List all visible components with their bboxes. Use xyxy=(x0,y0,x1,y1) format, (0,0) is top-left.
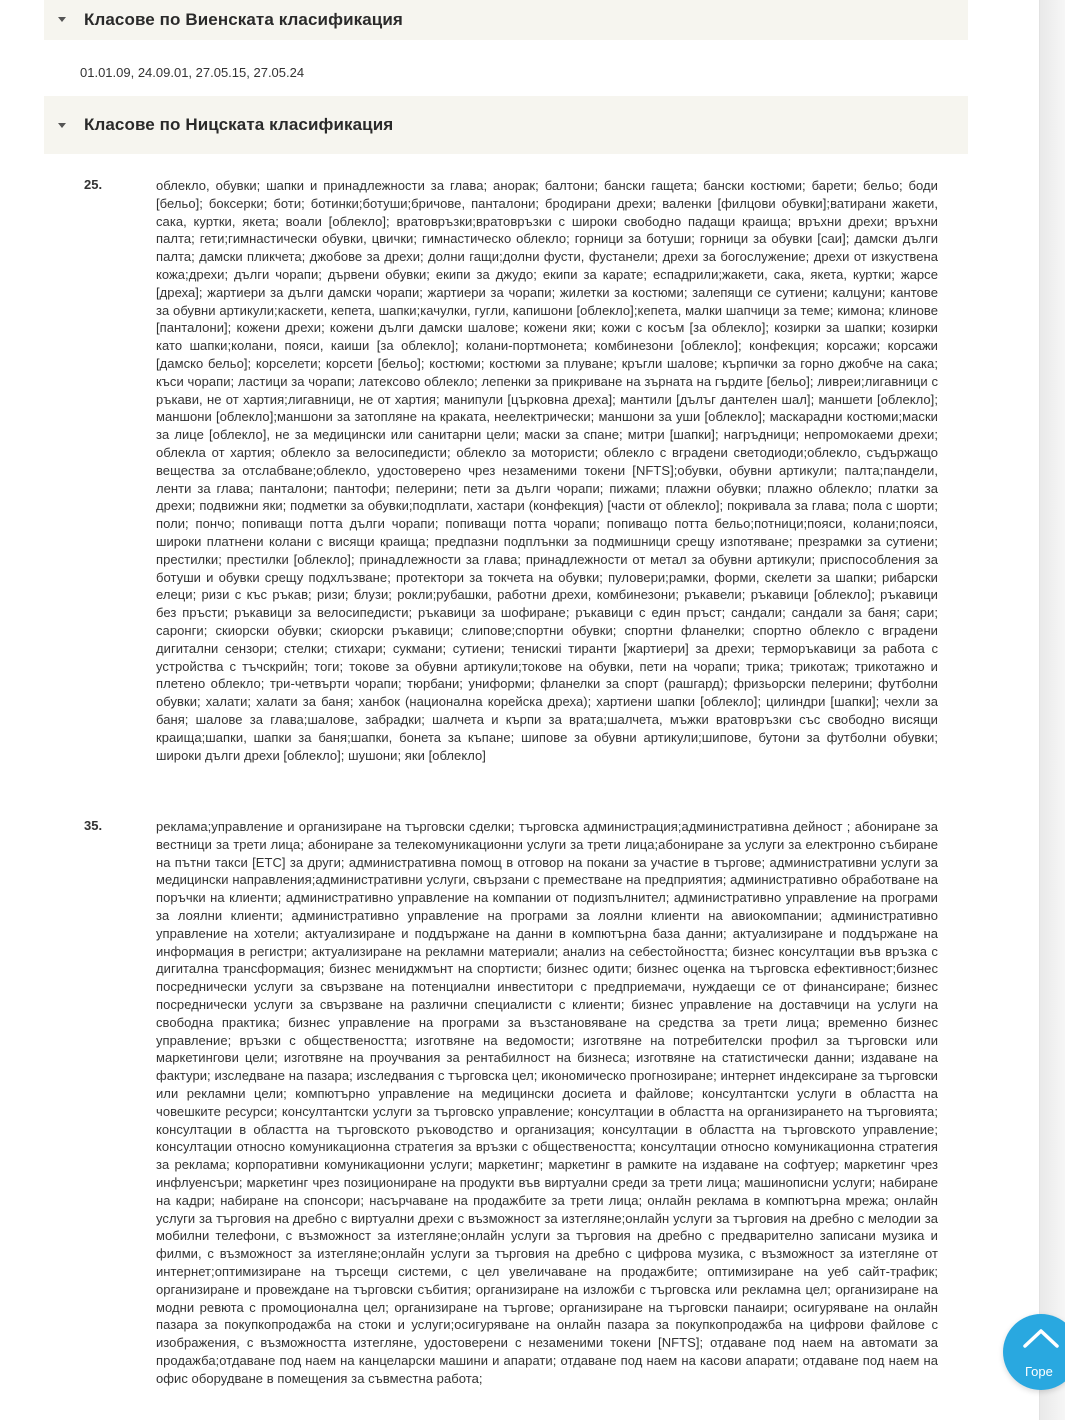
chevron-up-icon xyxy=(1023,1326,1059,1350)
nice-classes-header[interactable] xyxy=(44,96,968,154)
vienna-classes-title: Класове по Виенската класификация xyxy=(84,10,403,29)
caret-down-icon xyxy=(58,17,66,22)
vienna-classes-header[interactable] xyxy=(44,0,968,40)
class-number: 25. xyxy=(84,177,103,192)
nice-classes-title: Класове по Ницската класификация xyxy=(84,115,394,134)
class-number: 35. xyxy=(84,818,103,833)
class-services-text: реклама;управление и организиране на търговски сделки; търговска администрация;административна дейност ; абониране за вестници за трети лица; абониране за телекомуникационни услуги за трети лица;абониране за услуги за електронно събиране на пътни такси [ETC] за други; административна помощ в отговор на покани за участие в търгове; административни услуги за медицински направления;административни услуги, свързани с преместване на предприятия; административно обработване на поръчки на клиенти; административно управление на компании от подизпълнител; административно управление на програми за лоялни клиенти; административно управление на програми за лоялни клиенти на авиокомпании; административно управление на хотели; актуализиране и поддържане на данни в компютърна база данни; актуализиране и поддържане на информация в регистри; актуализиране на рекламни материали; анализ на себестойността; бизнес консултации във връзка с дигитална трансформация; бизнес мениджмънт на спортисти; бизнес одити; бизнес оценка на търговска ефективност;бизнес посреднически услуги за свързване на потенциални инвеститори с предприемачи, нуждаещи се от финансиране; бизнес посреднически услуги за свързване на различни специалисти с клиенти; бизнес управление на доставчици на услуги на свободна практика; бизнес управление на програми за възстановяване на средства за трети лица; временно бизнес управление; връзки с обществеността; изготвяне на ведомости; изготвяне на потребителски профил за търговски или маркетингови цели; изготвяне на проучвания за рентабилност на бизнеса; изготвяне на статистически данни; издаване на фактури; изследване на пазара; изследвания с търговска цел; икономическо прогнозиране; интернет индексиране за търговски или рекламни цели; компютърно управление на медицински досиета и файлове; консултантски услуги в областта на човешките ресурси; консултантски услуги за търговско управление; консултации в областта на организирането на търговията; консултации в областта на търговското ръководство и организация; консултации в областта на търговското управление; консултации относно комуникационна стратегия за връзки с обществеността; консултации относно комуникационна стратегия за реклама; корпоративни комуникационни услуги; маркетинг; маркетинг в рамките на издаване на софтуер; маркетинг чрез инфлуенсъри; маркетинг чрез позициониране на продукти във виртуални среди за трети лица; машинописни услуги; набиране на кадри; набиране на спонсори; насърчаване на продажбите за трети лица; онлайн реклама в компютърна мрежа; онлайн услуги за търговия на дребно с виртуални дрехи с възможност за изтегляне;онлайн услуги за търговия на дребно с мелодии за мобилни телефони, с възможност за изтегляне;онлайн услуги за търговия на дребно с предварително записани музика и филми, с възможност за изтегляне;онлайн услуги за търговия на дребно с цифрова музика, с възможност за изтегляне от интернет;оптимизиране на търсещи системи, с цел увеличаване на продажбите; оптимизиране на уеб сайт-трафик; организиране и провеждане на търговски събития; организиране на изложби с търговска или рекламна цел; организиране на модни ревюта с промоционална цел; организиране на търгове; организиране на търговски панаири; осигуряване на онлайн пазара за покупкопродажба на стоки и услуги;осигуряване на онлайн пазара за покупкопродажба на цифрови файлове с изображения, с възможността изтегляне, удостоверени с незаменими токени [NFTS]; отдаване под наем на автомати за продажба;отдаване под наем на канцеларски машини и апарати; отдаване под наем на касови апарати; отдаване под наем на офис оборудване в помещения за съвместна работа; xyxy=(156,819,938,1386)
back-to-top-label: Горе xyxy=(1025,1364,1053,1379)
caret-down-icon xyxy=(58,123,66,128)
vienna-codes: 01.01.09, 24.09.01, 27.05.15, 27.05.24 xyxy=(80,65,305,80)
class-goods-text: облекло, обувки; шапки и принадлежности за глава; анорак; балтони; бански гащета; бански костюми; барети; бельо; боди [бельо]; боксерки; боти; ботинки;ботуши;бричове, панталони; бродирани дрехи; валенки [филцови обувки];ватирани жакети, сака, куртки, якета; воали [облекло]; вратовръзки;вратовръзки с широки свободно падащи краища; връхни дрехи; връхни палта; гети;гимнастически обувки, цвички; гимнастическо облекло; горници за ботуши; горници за обувки [саи]; дамски дълги палта; дамски пликчета; джобове за дрехи; долни гащи;долни фусти, фустанели; дрехи за богослужение; дрехи от изкуствена кожа;дрехи; дълги чорапи; дървени обувки; екипи за джудо; екипи за карате; еспадрили;жакети, сака, якета, куртки; жарсе [дреха]; жартиери за дълги дамски чорапи; жартиери за чорапи; жилетки за костюми; залепящи се сутиени; калцуни; кантове за обувни артикули;каскети, кепета, шапки;качулки, гугли, капишони [облекло];кепета, малки шапчици за теме; кимона; клинове [панталони]; кожени дрехи; кожени дълги дамски шалове; кожени яки; кожи с косъм [за облекло]; козирки за шапки; козирки като шапки;колани, пояси, каиши [за облекло]; колани-портмонета; комбинезони [облекло]; конфекция; корсажи; корсажи [дамско бельо]; корселети; корсети [бельо]; костюми; костюми за плуване; кръгли шалове; кърпички за горно джобче на сака; къси чорапи; ластици за чорапи; латексово облекло; лепенки за прикриване на зърната на гърдите [бельо]; ливреи;лигавници с ръкави, не от хартия;лигавници, не от хартия; манипули [църковна дреха]; мантили [дълъг дантелен шал]; маншети [облекло]; маншони [облекло];маншони за затопляне на краката, неелектрически; маншони за уши [облекло]; маскарадни костюми;маски за лице [облекло], не за медицински или санитарни цели; маски за спане; митри [шапки]; нагръдници; непромокаеми дрехи; облекла от хартия; облекло за велосипедисти; облекло за мотористи; облекло с вградени светодиоди;облекло, съдържащо вещества за отслабване;облекло, удостоверено чрез незаменими токени [NFTS];обувки, обувни артикули; палта;пандели, ленти за глава; панталони; пантофи; пелерини; пети за дълги чорапи; пижами; плажни обувки; плажно облекло; платки за дрехи; подвижни яки; подметки за обувки;подплати, хастари (конфекция) [части от облекло]; покривала за глава; пола с шорти; поли; пончо; попиващи потта дълги чорапи; попиващи потта чорапи; попиващо потта бельо;потници;пояси, колани;пояси, широки платнени колани с висящи краища; предпазни подплънки за подмишници срещу изпотяване; презрамки за сутиени; престилки; престилки [облекло]; принадлежности за глава; принадлежности от метал за обувни артикули; приспособления за ботуши и обувки срещу подхлъзване; протектори за токчета на обувки; пуловери;рамки, форми, скелети за шапки; рибарски елеци; ризи с къс ръкав; ризи; блузи; рокли;рубашки, работни дрехи, комбинезони; ръкавели; ръкавици [облекло]; ръкавици без пръсти; ръкавици за велосипедисти; ръкавици за шофиране; ръкавици с един пръст; сандали; сандали за баня; сари; саронги; скиорски обувки; скиорски ръкавици; слипове;спортни обувки; спортни фланелки; спортно облекло с вградени дигитални сензори; стелки; стихари; сукмани; сутиени; тенискиi тиранти [жартиери] за дрехи; терморъкавици за работа с устройства с тъчскрийн; тоги; токове за обувни артикули;токове на обувки, пети на чорапи; трика; трикотаж; трикотажно и плетено облекло; три-четвърти чорапи; тюрбани; униформи; фланелки за спорт (рашгард); фризьорски пелерини; футболни обувки; халати; халати за баня; ханбок (национална корейска дреха); хартиени шапки [облекло]; цилиндри [шапки]; чехли за баня; шалове за глава;шалове, забрадки; шалчета и кърпи за врата;шалчета, мъжки вратовръзки със свободно висящи краища;шапки, шапки за баня;шапки, бонета за къпане; шипове за обувни артикули;шипове, бутони за футболни обувки; широки дълги дрехи [облекло]; шушони; яки [облекло] xyxy=(156,178,938,763)
scrollbar[interactable] xyxy=(1039,0,1065,1420)
